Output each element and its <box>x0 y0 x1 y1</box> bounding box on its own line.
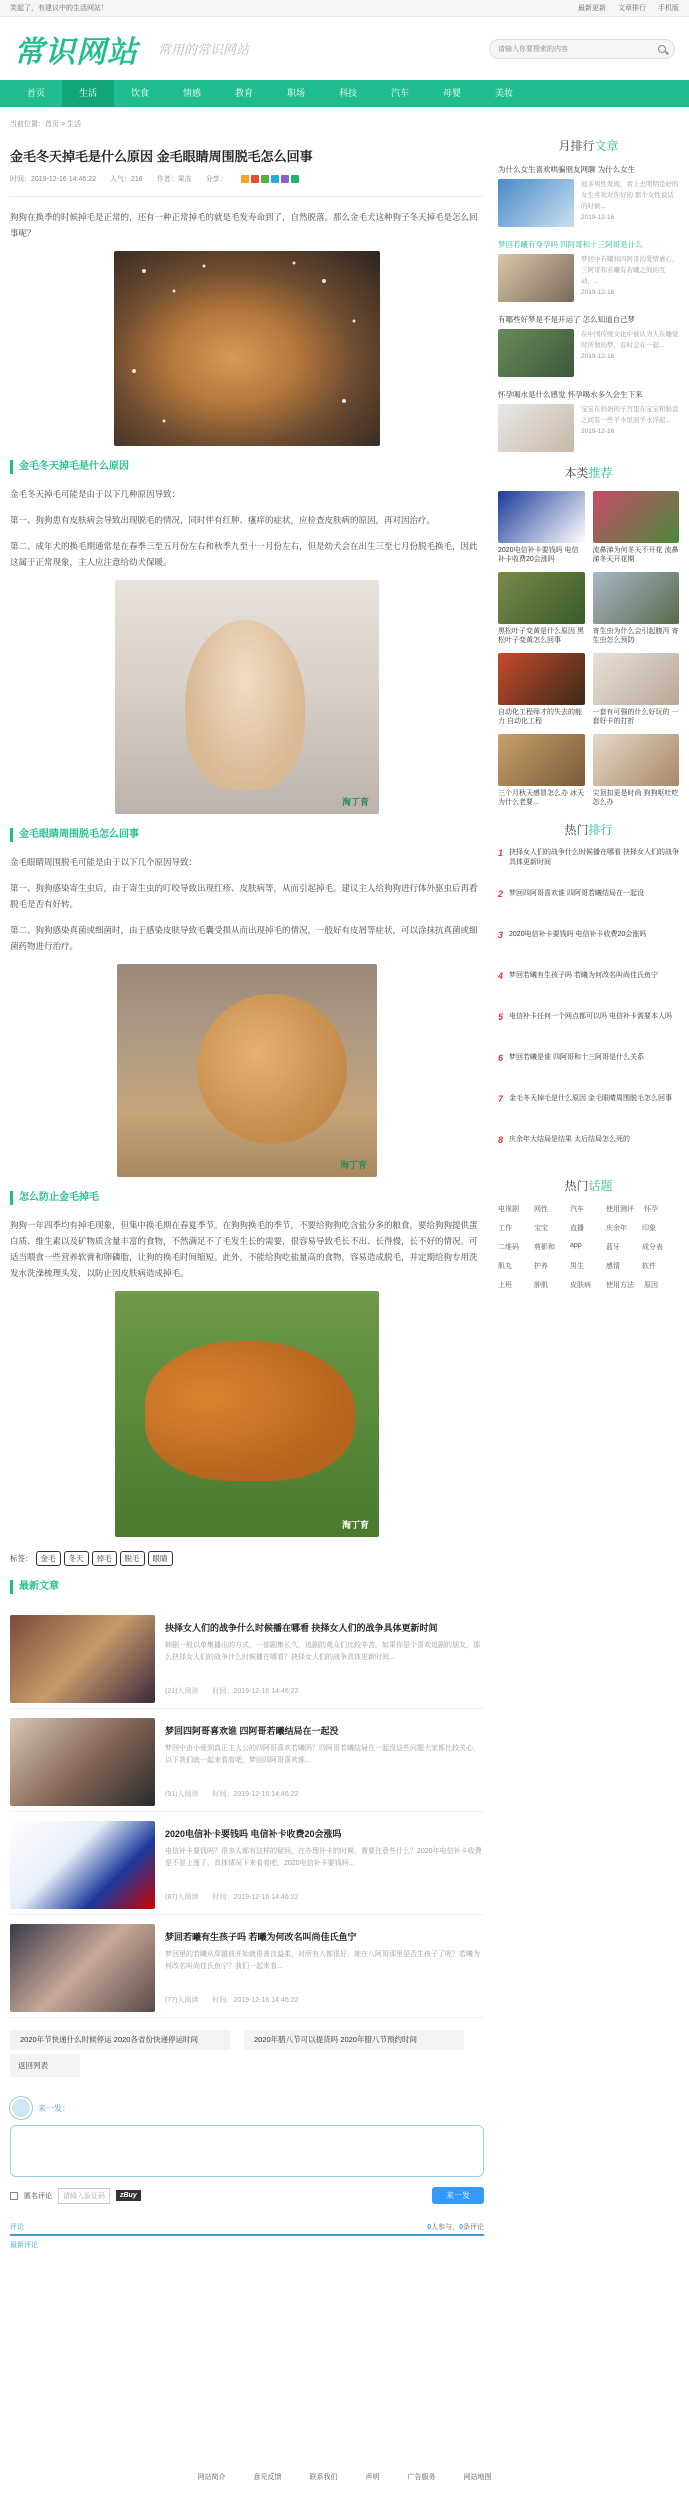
comment-count: 0 <box>459 2224 463 2231</box>
list-item-title[interactable]: 寄生虫为什么会引起腹泻 寄生虫怎么预防 <box>592 628 679 644</box>
list-item-time: 时间：2019-12-16 14:46:22 <box>212 1894 299 1901</box>
site-slogan: 常用的常识网站 <box>158 42 250 57</box>
share-icons <box>241 175 299 183</box>
eye-paragraph-2: 第二、狗狗感染真菌或细菌时，由于感染皮肤导致毛囊受损从而出现掉毛的情况，一般好有皮屑等症状，可以涂抹抗真菌或细菌药物进行治疗。 <box>10 925 478 951</box>
topic-link[interactable]: 护养 <box>534 1263 548 1270</box>
list-item-title[interactable]: 梦回若曦有身孕吗 四阿哥和十三阿哥是什么 <box>498 240 643 249</box>
comment-count-label: 条评论 <box>463 2224 484 2231</box>
list-item-desc: 在中国传统文化中被认为人在睡觉时所做的梦，有时会在一起... <box>581 331 679 349</box>
header <box>0 17 689 80</box>
section-heading-prevent: 怎么防止金毛掉毛 <box>10 1191 484 1205</box>
latest-heading: 最新文章 <box>10 1580 484 1594</box>
list-item[interactable] <box>498 572 585 645</box>
watermark: 淘丁育 <box>341 1520 369 1530</box>
rank-number: 8 <box>498 1135 504 1145</box>
topic-link[interactable]: 原因 <box>644 1282 658 1289</box>
list-item[interactable] <box>10 1606 484 1709</box>
footer-link-contact[interactable]: 联系我们 <box>309 2474 338 2481</box>
hot-ranking-list <box>498 848 679 1167</box>
topic-link[interactable]: 成分表 <box>642 1244 663 1251</box>
list-item[interactable] <box>498 653 585 726</box>
latest-comments-label: 最新评论 <box>10 2242 38 2249</box>
read-count: (77)人阅读 <box>165 1997 199 2004</box>
heading-accent: 排行 <box>588 823 613 837</box>
snowflakes-overlay <box>114 251 380 446</box>
comment-textarea[interactable] <box>10 2125 484 2177</box>
thumbnail[interactable] <box>593 572 680 624</box>
weibo-share-icon[interactable] <box>251 175 259 183</box>
publish-time: 时间：2019-12-16 14:46:22 <box>10 176 96 183</box>
thumbnail[interactable] <box>10 1821 155 1909</box>
list-item-desc: 电信补卡要钱吗？很多人都有这样的疑问，在办理补卡的时候，需要注意些什么？2020年电信补卡收费是不是上涨了，具体情况下来看看吧，2020电信补卡要钱吗... <box>165 1848 482 1867</box>
tag-shedding[interactable]: 掉毛 <box>92 1551 117 1566</box>
search-input[interactable] <box>489 39 675 59</box>
rank-number: 1 <box>498 848 504 858</box>
sidebar <box>498 127 679 2250</box>
list-item-date: 2019-12-16 <box>581 353 615 360</box>
heading-part: 月排行 <box>558 139 595 153</box>
avatar <box>10 2097 32 2119</box>
prev-article-link[interactable]: 2020年节快递什么时候停运 2020各省份快递停运时间 <box>10 2030 230 2050</box>
reason-lead: 金毛冬天掉毛可能是由于以下几种原因导致： <box>10 489 181 499</box>
list-item[interactable] <box>498 1135 679 1167</box>
list-item[interactable] <box>498 889 679 921</box>
anonymous-label: 匿名评论 <box>24 2192 52 2200</box>
topic-link[interactable]: 使用测评 <box>606 1206 634 1213</box>
topic-link[interactable]: 上班 <box>498 1282 512 1289</box>
watermark: 淘丁育 <box>341 797 369 807</box>
heading-part: 热门 <box>564 823 589 837</box>
snowy-dog-image <box>114 251 380 446</box>
topic-link[interactable]: 怀孕 <box>644 1206 658 1213</box>
reason-paragraph-1: 第一、狗狗患有皮肤病会导致出现脱毛的情况，同时伴有红肿、瘙痒的症状，应检查皮肤病的原因，再对因治疗。 <box>10 515 436 525</box>
footer-link-statement[interactable]: 声明 <box>365 2474 380 2481</box>
list-item[interactable] <box>10 1915 484 2018</box>
list-item-title[interactable]: 2020电信补卡要钱吗 电信补卡收费20会涨吗 <box>509 931 647 938</box>
tag-winter[interactable]: 冬天 <box>64 1551 89 1566</box>
topic-link[interactable]: 庆余年 <box>606 1225 627 1232</box>
list-item-title[interactable]: 梦回四阿哥喜欢谁 四阿哥若曦结局在一起没 <box>165 1726 339 1736</box>
list-item[interactable] <box>498 491 585 564</box>
list-item-title[interactable]: 梦回若曦是谁 四阿哥和十三阿哥是什么关系 <box>509 1054 644 1061</box>
list-item-title[interactable]: 庆余年大结局是结果 太后结局怎么死的 <box>509 1136 630 1143</box>
rank-number: 7 <box>498 1094 504 1104</box>
comment-stats <box>427 2222 484 2232</box>
eye-paragraph-1: 第一、狗狗感染寄生虫后，由于寄生虫的叮咬导致出现红疹、皮肤病等，从而引起掉毛。建议主人给狗狗进行体外驱虫后再看脱毛是否有好转。 <box>10 883 478 909</box>
prev-next <box>10 2030 484 2050</box>
comment-section <box>10 2097 484 2250</box>
captcha-image[interactable]: zBuy <box>116 2190 141 2201</box>
golden-retriever-lying-image <box>117 964 377 1177</box>
list-item-title[interactable]: 尖顶扣更是时尚 狗狗呕吐吃怎么办 <box>592 790 679 806</box>
nav-item-tech[interactable]: 科技 <box>338 88 357 98</box>
list-item[interactable] <box>593 491 680 564</box>
breadcrumb[interactable]: 当前位置：首页 > 生活 <box>10 121 81 128</box>
list-item-title[interactable]: 为什么女生喜欢哄骗朋友网聊 为什么女生 <box>498 165 636 174</box>
thumbnail[interactable] <box>498 254 574 302</box>
renren-share-icon[interactable] <box>281 175 289 183</box>
anonymous-checkbox[interactable] <box>10 2192 18 2200</box>
footer-link-ads[interactable]: 广告服务 <box>407 2474 436 2481</box>
nav-item-education[interactable]: 教育 <box>234 88 253 98</box>
heading-accent: 推荐 <box>588 466 613 480</box>
list-item[interactable] <box>498 389 679 452</box>
comment-tabs <box>10 2222 484 2236</box>
monthly-ranking-heading <box>498 137 679 154</box>
tag-eyes[interactable]: 眼睛 <box>148 1551 173 1566</box>
thumbnail[interactable] <box>593 491 680 543</box>
reason-paragraph-2: 第二、成年犬的换毛期通常是在春季三至五月份左右和秋季九至十一月份左右，但是幼犬会在出生三至七月份脱毛换毛，因此这属于正常现象，主人应注意给幼犬保暖。 <box>10 541 478 567</box>
article-title: 金毛冬天掉毛是什么原因 金毛眼睛周围脱毛怎么回事 <box>10 149 313 164</box>
more-share-icon[interactable] <box>291 175 299 183</box>
search-placeholder: 请输入你要搜索的内容 <box>498 45 568 53</box>
list-item-desc: 很多男性发现，看上去明明是好的女生喜欢对你好的 那个女性说话的时候... <box>581 181 679 210</box>
list-item-title[interactable]: 2020电信补卡要钱吗 电信补卡收费20会涨吗 <box>165 1829 342 1839</box>
thumbnail[interactable] <box>498 653 585 705</box>
heading-part: 本类 <box>564 466 589 480</box>
tab-comments[interactable]: 评论 <box>10 2224 24 2231</box>
read-count: (87)人阅读 <box>165 1894 199 1901</box>
participant-label: 人参与， <box>431 2224 460 2231</box>
share-label: 分享： <box>205 176 227 183</box>
comment-user-label: 来一发： <box>38 2103 70 2113</box>
list-item-title[interactable]: 一套有可强的什么好玩的 一套好卡的打折 <box>592 709 679 725</box>
list-item-time: 时间：2019-12-16 14:46:22 <box>212 1791 299 1798</box>
thumbnail[interactable] <box>10 1615 155 1703</box>
retriever-body-shape <box>145 1341 355 1481</box>
qq-share-icon[interactable] <box>271 175 279 183</box>
article-meta <box>10 174 484 197</box>
footer-link-sitemap[interactable]: 网站地图 <box>463 2474 492 2481</box>
nav-item-car[interactable]: 汽车 <box>390 88 409 98</box>
heading-accent: 话题 <box>588 1179 613 1193</box>
list-item[interactable] <box>498 734 585 807</box>
nav-item-food[interactable]: 饮食 <box>130 88 149 98</box>
list-item[interactable] <box>498 971 679 1003</box>
topic-link[interactable]: 使用方法 <box>606 1282 634 1289</box>
hot-topics-heading <box>498 1177 679 1194</box>
rank-number: 5 <box>498 1012 504 1022</box>
hot-ranking-heading <box>498 821 679 838</box>
prevent-paragraph: 狗狗一年四季均有掉毛现象，但集中换毛期在春夏季节。在狗狗换毛的季节，不要给狗狗吃含盐分多的粮食，要给狗狗提供蛋白质、维生素以及矿物质含量丰富的食物，不然满足不了毛发生长的需要，很容易导致毛长不出、长得慢，长不好的情况。可适当喂食一些营养软膏和卵磷脂，让狗的换毛时间缩短。此外，不能给狗吃盐量高的食物，容易造成脱毛，并定期给狗专用洗发水洗澡梳理头发，以防止因皮肤病造成掉毛。 <box>10 1220 478 1278</box>
list-item[interactable] <box>498 848 679 880</box>
topic-link[interactable]: 宝宝 <box>534 1225 548 1232</box>
thumbnail[interactable] <box>498 491 585 543</box>
nav-item-life[interactable]: 生活 <box>62 80 114 107</box>
search-icon[interactable] <box>658 45 666 53</box>
list-item-title[interactable]: 抉择女人们的战争什么时候播在哪看 抉择女人们的战争具体更新时间 <box>509 849 679 866</box>
list-item[interactable] <box>498 314 679 377</box>
thumbnail[interactable] <box>10 1924 155 2012</box>
mobile-link[interactable]: 手机版 <box>658 5 679 12</box>
topic-link[interactable]: 汽车 <box>570 1206 584 1213</box>
retriever-grass-image <box>115 1291 379 1537</box>
thumbnail[interactable] <box>10 1718 155 1806</box>
list-item[interactable] <box>593 572 680 645</box>
next-article-link[interactable]: 2020年腊八节可以提货吗 2020年腊八节预约时间 <box>244 2030 464 2050</box>
view-count: 人气：216 <box>110 176 143 183</box>
puppy-sitting-image <box>115 580 379 814</box>
list-item-title[interactable]: 黑松叶子变黄是什么原因 黑松叶子变黄怎么回事 <box>498 628 584 644</box>
section-heading-reason: 金毛冬天掉毛是什么原因 <box>10 460 484 474</box>
list-item[interactable] <box>593 734 680 807</box>
retriever-shape <box>197 994 347 1144</box>
latest-list <box>10 1606 484 2018</box>
list-item-desc: 韩剧一般以单集播出的方式，一部剧集长久，追剧的观众们比较辛苦。如果你是个喜欢追剧的朋友，那么抉择女人们的战争什么时候播在哪看？抉择女人们的战争具体更新时间... <box>165 1642 480 1661</box>
rank-number: 4 <box>498 971 504 981</box>
footer-link-feedback[interactable]: 意见反馈 <box>253 2474 282 2481</box>
recommend-grid <box>498 491 679 807</box>
back-to-list-button[interactable]: 返回列表 <box>10 2054 80 2077</box>
topic-link[interactable]: 剪影和 <box>534 1244 555 1251</box>
nav-item-emotion[interactable]: 情感 <box>182 88 201 98</box>
thumbnail[interactable] <box>498 734 585 786</box>
author: 作者：果冻 <box>156 176 192 183</box>
topic-link[interactable]: 男生 <box>570 1263 584 1270</box>
topic-link[interactable]: 感情 <box>606 1263 620 1270</box>
nav-item-baby[interactable]: 母婴 <box>442 88 461 98</box>
eye-lead: 金毛眼睛周围脱毛可能是由于以下几个原因导致： <box>10 857 198 867</box>
topic-link[interactable]: 直播 <box>570 1225 584 1232</box>
submit-comment-button[interactable]: 来一发 <box>432 2187 484 2204</box>
thumbnail[interactable] <box>593 734 680 786</box>
topic-link[interactable]: 工作 <box>498 1225 512 1232</box>
list-item[interactable] <box>498 930 679 962</box>
topic-link[interactable]: 网性 <box>534 1206 548 1213</box>
list-item-desc: 梦回中由小爱到真正主人公的四阿哥喜欢若曦吗？四阿哥若曦结局在一起没这些问题大家都比较关心，以下我们就一起来看看吧，梦回四阿哥喜欢谁... <box>165 1745 480 1764</box>
footer <box>0 2472 689 2482</box>
list-item-title[interactable]: 流鼻涕为何冬天不开花 流鼻涕冬天开花期 <box>592 547 679 563</box>
list-item-desc: 宝宝在妈妈的子宫里在宝宝和胎盘之间有一些羊水里面羊水浮起... <box>581 406 679 424</box>
top-bar <box>0 0 689 17</box>
list-item-date: 2019-12-16 <box>581 428 615 435</box>
wechat-share-icon[interactable] <box>261 175 269 183</box>
read-count: (21)人阅读 <box>165 1688 199 1695</box>
topic-link[interactable]: 二维码 <box>498 1244 519 1251</box>
topic-link[interactable]: 肿肌 <box>534 1282 548 1289</box>
qzone-share-icon[interactable] <box>241 175 249 183</box>
rank-number: 3 <box>498 930 504 940</box>
list-item-title[interactable]: 金毛冬天掉毛是什么原因 金毛眼睛周围脱毛怎么回事 <box>509 1095 672 1102</box>
puppy-shape <box>185 620 305 790</box>
tag-hair-loss[interactable]: 脱毛 <box>120 1551 145 1566</box>
list-item[interactable] <box>10 1812 484 1915</box>
nav-item-career[interactable]: 职场 <box>286 88 305 98</box>
article-intro: 狗狗在换季的时候掉毛是正常的，还有一种正常掉毛的就是毛发寿命到了，自然脱落。那么金毛犬这种狗子冬天掉毛是怎么回事呢？ <box>10 212 478 238</box>
list-item-date: 2019-12-16 <box>581 214 615 221</box>
list-item[interactable] <box>498 239 679 302</box>
rank-number: 6 <box>498 1053 504 1063</box>
article-ranking-link[interactable]: 文章排行 <box>618 5 646 12</box>
list-item-title[interactable]: 梦回若曦有生孩子吗 若曦为何改名叫尚佳氏鱼宁 <box>509 972 658 979</box>
thumbnail[interactable] <box>498 404 574 452</box>
section-heading-eye: 金毛眼睛周围脱毛怎么回事 <box>10 828 484 842</box>
list-item-title[interactable]: 2020电信补卡要钱吗 电信补卡收费20会涨吗 <box>498 547 579 563</box>
list-item[interactable] <box>498 164 679 227</box>
topic-link[interactable]: 软件 <box>642 1263 656 1270</box>
list-item-title[interactable]: 电信补卡任何一个网点都可以吗 电信补卡需要本人吗 <box>509 1013 672 1020</box>
list-item-title[interactable]: 梦回若曦有生孩子吗 若曦为何改名叫尚佳氏鱼宁 <box>165 1932 357 1942</box>
list-item[interactable] <box>498 1053 679 1085</box>
topic-link[interactable]: 印象 <box>642 1225 656 1232</box>
list-item-date: 2019-12-16 <box>581 289 615 296</box>
list-item[interactable] <box>498 1012 679 1044</box>
nav-item-home[interactable]: 首页 <box>26 88 45 98</box>
welcome-text: 笑起了，有建议中的生活网站！ <box>10 5 108 12</box>
heading-part: 热门 <box>564 1179 589 1193</box>
captcha-input[interactable]: 请输入验证码 <box>58 2188 110 2204</box>
list-item-time: 时间：2019-12-16 14:46:22 <box>212 1688 299 1695</box>
tags-label: 标签： <box>10 1554 33 1563</box>
tag-golden[interactable]: 金毛 <box>36 1551 61 1566</box>
list-item-title[interactable]: 三个月秋天感冒怎么办 冰天为什么老要... <box>498 790 584 806</box>
rank-number: 2 <box>498 889 504 899</box>
thumbnail[interactable] <box>498 329 574 377</box>
heading-accent: 文章 <box>594 139 619 153</box>
list-item[interactable] <box>10 1709 484 1812</box>
thumbnail[interactable] <box>498 179 574 227</box>
topic-link[interactable]: 皮肤病 <box>570 1282 591 1289</box>
nav-item-beauty[interactable]: 美妆 <box>494 88 513 98</box>
topic-link[interactable]: app <box>570 1242 582 1249</box>
participant-count: 0 <box>427 2224 432 2231</box>
article-main <box>10 107 484 2250</box>
list-item-desc: 梦回里的若曦从穿越前开始就很善良温柔，对所有人都很好，她在八阿哥那里是否生孩子了呢？若曦为何改名叫尚佳氏鱼宁？我们一起来看... <box>165 1951 480 1970</box>
thumbnail[interactable] <box>498 572 585 624</box>
site-logo[interactable]: 常识网站 <box>14 35 138 69</box>
footer-link-about[interactable]: 网站简介 <box>197 2474 226 2481</box>
list-item-title[interactable]: 怀孕喝水是什么感觉 怀孕喝水多久会生下来 <box>498 390 643 399</box>
topic-link[interactable]: 肌丸 <box>498 1263 512 1270</box>
topic-link[interactable]: 电视剧 <box>498 1206 519 1213</box>
tag-list <box>10 1551 484 1566</box>
topic-link[interactable]: 蓝牙 <box>606 1244 620 1251</box>
list-item-title[interactable]: 抉择女人们的战争什么时候播在哪看 抉择女人们的战争具体更新时间 <box>165 1623 438 1633</box>
list-item-desc: 梦回中若曦和四阿哥的爱情虐心，三阿哥和若曦有若曦之间的互动，... <box>581 256 679 285</box>
list-item-title[interactable]: 有哪些好梦是不是开运了 怎么知道自己梦 <box>498 315 636 324</box>
category-recommend-heading <box>498 464 679 481</box>
latest-updates-link[interactable]: 最新更新 <box>578 5 606 12</box>
list-item-time: 时间：2019-12-16 14:46:22 <box>212 1997 299 2004</box>
list-item-title[interactable]: 梦回四阿哥喜欢谁 四阿哥若曦结局在一起没 <box>509 890 644 897</box>
thumbnail[interactable] <box>593 653 680 705</box>
list-item[interactable] <box>593 653 680 726</box>
main-nav <box>0 80 689 107</box>
list-item[interactable] <box>498 1094 679 1126</box>
hot-topics <box>498 1204 679 1290</box>
read-count: (91)人阅读 <box>165 1791 199 1798</box>
watermark: 淘丁育 <box>339 1160 367 1170</box>
list-item-title[interactable]: 自动化工程师才的失去的能力 自动化工程 <box>498 709 582 725</box>
